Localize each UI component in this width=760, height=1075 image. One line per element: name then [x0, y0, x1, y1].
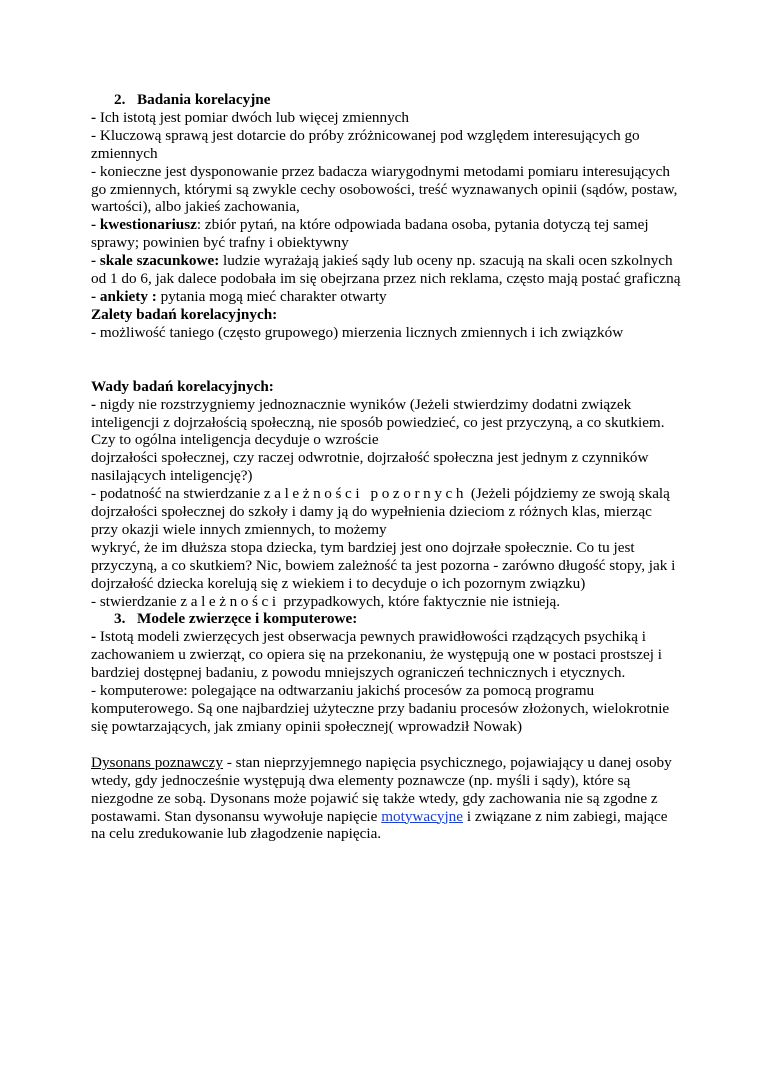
text: Istotą modeli zwierzęcych jest obserwacja pewnych prawidłowości rządzących psychiką i zachowaniem u zwierząt, co opiera się na przekonaniu, że występują one w postaci prostszej i bardziej dostępnej badaniu, z powodu mniejszych ograniczeń technicznych i etycznych.	[91, 628, 662, 682]
spaced-text: zależności pozornych	[263, 485, 468, 503]
dysonans-term: Dysonans poznawczy	[91, 753, 224, 771]
paragraph	[91, 754, 681, 844]
paragraph	[91, 252, 681, 288]
term: - skale szacunkowe:	[91, 252, 220, 270]
paragraph	[91, 288, 681, 306]
text: pytania mogą mieć charakter otwarty	[156, 287, 387, 305]
paragraph	[91, 485, 681, 539]
wady-heading: Wady badań korelacyjnych:	[91, 377, 274, 395]
paragraph: - komputerowe: polegające na odtwarzaniu jakichś procesów za pomocą programu komputerowego. Są one najbardziej użyteczne przy badaniu procesów złożonych, wielokrotnie się powtarzających, jak zmiany opinii społecznej( wprowadził Nowak)	[91, 682, 670, 735]
section-2-number: 2.	[114, 91, 126, 108]
text: - podatność na stwierdzanie	[91, 485, 264, 503]
text: - stan nieprzyjemnego napięcia psychicznego, pojawiający u danej osoby wtedy, gdy jednocześnie występują dwa elementy poznawcze (np. myśli i sądy), które są niezgodne ze sobą. Dysonans może pojawić się także wtedy, gdy zachowania nie są zgodne z postawami. Stan dysonansu wywołuje napięcie	[91, 753, 672, 825]
section-3-title: Modele zwierzęce i komputerowe:	[137, 610, 358, 628]
text: i związane z nim zabiegi, mające na celu zredukowanie lub złagodzenie napięcia.	[91, 807, 668, 843]
document-page	[91, 91, 681, 843]
zalety-heading: Zalety badań korelacyjnych:	[91, 305, 278, 323]
text: ludzie wyrażają jakieś sądy lub oceny np. szacują na skali ocen szkolnych od 1 do 6, jak dalece podobała im się obejrzana przez nich reklama, często mają postać graficzną	[91, 252, 681, 288]
paragraph: - konieczne jest dysponowanie przez badacza wiarygodnymi metodami pomiaru interesujących go zmiennych, którymi są zwykle cechy osobowości, treść wyznawanych opinii (sądów, postaw, wartości), albo jakieś zachowania,	[91, 162, 678, 216]
section-3-heading	[91, 610, 681, 628]
paragraph: - nigdy nie rozstrzygniemy jednoznacznie wyników (Jeżeli stwierdzimy dodatni związek inteligencji z dojrzałością społeczną, nie sposób powiedzieć, co jest przyczyną, a co skutkiem. Czy to ogólna inteligencja decyduje o wzroście	[91, 395, 665, 449]
paragraph: wykryć, że im dłuższa stopa dziecka, tym bardziej jest ono dojrzałe społecznie. Co tu jest przyczyną, a co skutkiem? Nic, bowiem zależność ta jest pozorna - zarówno długość stopy, jak i dojrzałość dziecka korelują się z wiekiem i to decyduje o ich pozornym związku)	[91, 538, 676, 592]
section-3-number: 3.	[114, 610, 126, 628]
paragraph	[91, 593, 681, 611]
paragraph	[91, 216, 681, 252]
text: (Jeżeli pójdziemy ze swoją skalą dojrzałości społecznej do szkoły i damy ją do wypełnienia dzieciom z różnych klas, mierząc przy okazji wiele innych zmiennych, to możemy	[91, 485, 670, 538]
term: - ankiety :	[91, 287, 157, 305]
paragraph: dojrzałości społecznej, czy raczej odwrotnie, dojrzałość społeczna jest jednym z czynników nasilających inteligencję?)	[91, 449, 649, 485]
paragraph: - możliwość taniego (często grupowego) mierzenia licznych zmiennych i ich związków	[91, 323, 624, 341]
paragraph: - Istotą modeli zwierzęcych jest obserwacja pewnych prawidłowości rządzących psychiką i zachowaniem u zwierząt, co opiera się na przekonaniu, że występują one w postaci prostszej i bardziej dostępnej badaniu, z powodu mniejszych ograniczeń technicznych i etycznych.	[91, 628, 662, 682]
text: przypadkowych, które faktycznie nie istnieją.	[279, 592, 561, 610]
section-2-heading	[91, 91, 681, 109]
spacer	[91, 736, 681, 754]
spacer	[91, 342, 681, 378]
text: Ich istotą jest pomiar dwóch lub więcej zmiennych	[99, 108, 410, 126]
spaced-text: zależności	[180, 592, 280, 610]
section-2-title: Badania korelacyjne	[137, 91, 271, 108]
paragraph: - Ich istotą jest pomiar dwóch lub więcej zmiennych	[91, 108, 410, 126]
text: nigdy nie rozstrzygniemy jednoznacznie wyników (Jeżeli stwierdzimy dodatni związek inteligencji z dojrzałością społeczną, nie sposób powiedzieć, co jest przyczyną, a co skutkiem. Czy to ogólna inteligencja decyduje o wzroście	[91, 395, 665, 449]
text: : zbiór pytań, na które odpowiada badana osoba, pytania dotyczą tej samej sprawy; powinien być trafny i obiektywny	[91, 216, 649, 252]
motywacyjne-link[interactable]: motywacyjne	[381, 807, 464, 825]
paragraph: - Kluczową sprawą jest dotarcie do próby zróżnicowanej pod względem interesujących go zmiennych	[91, 126, 640, 162]
text: - stwierdzanie	[91, 592, 181, 610]
term: - kwestionariusz	[91, 216, 197, 234]
